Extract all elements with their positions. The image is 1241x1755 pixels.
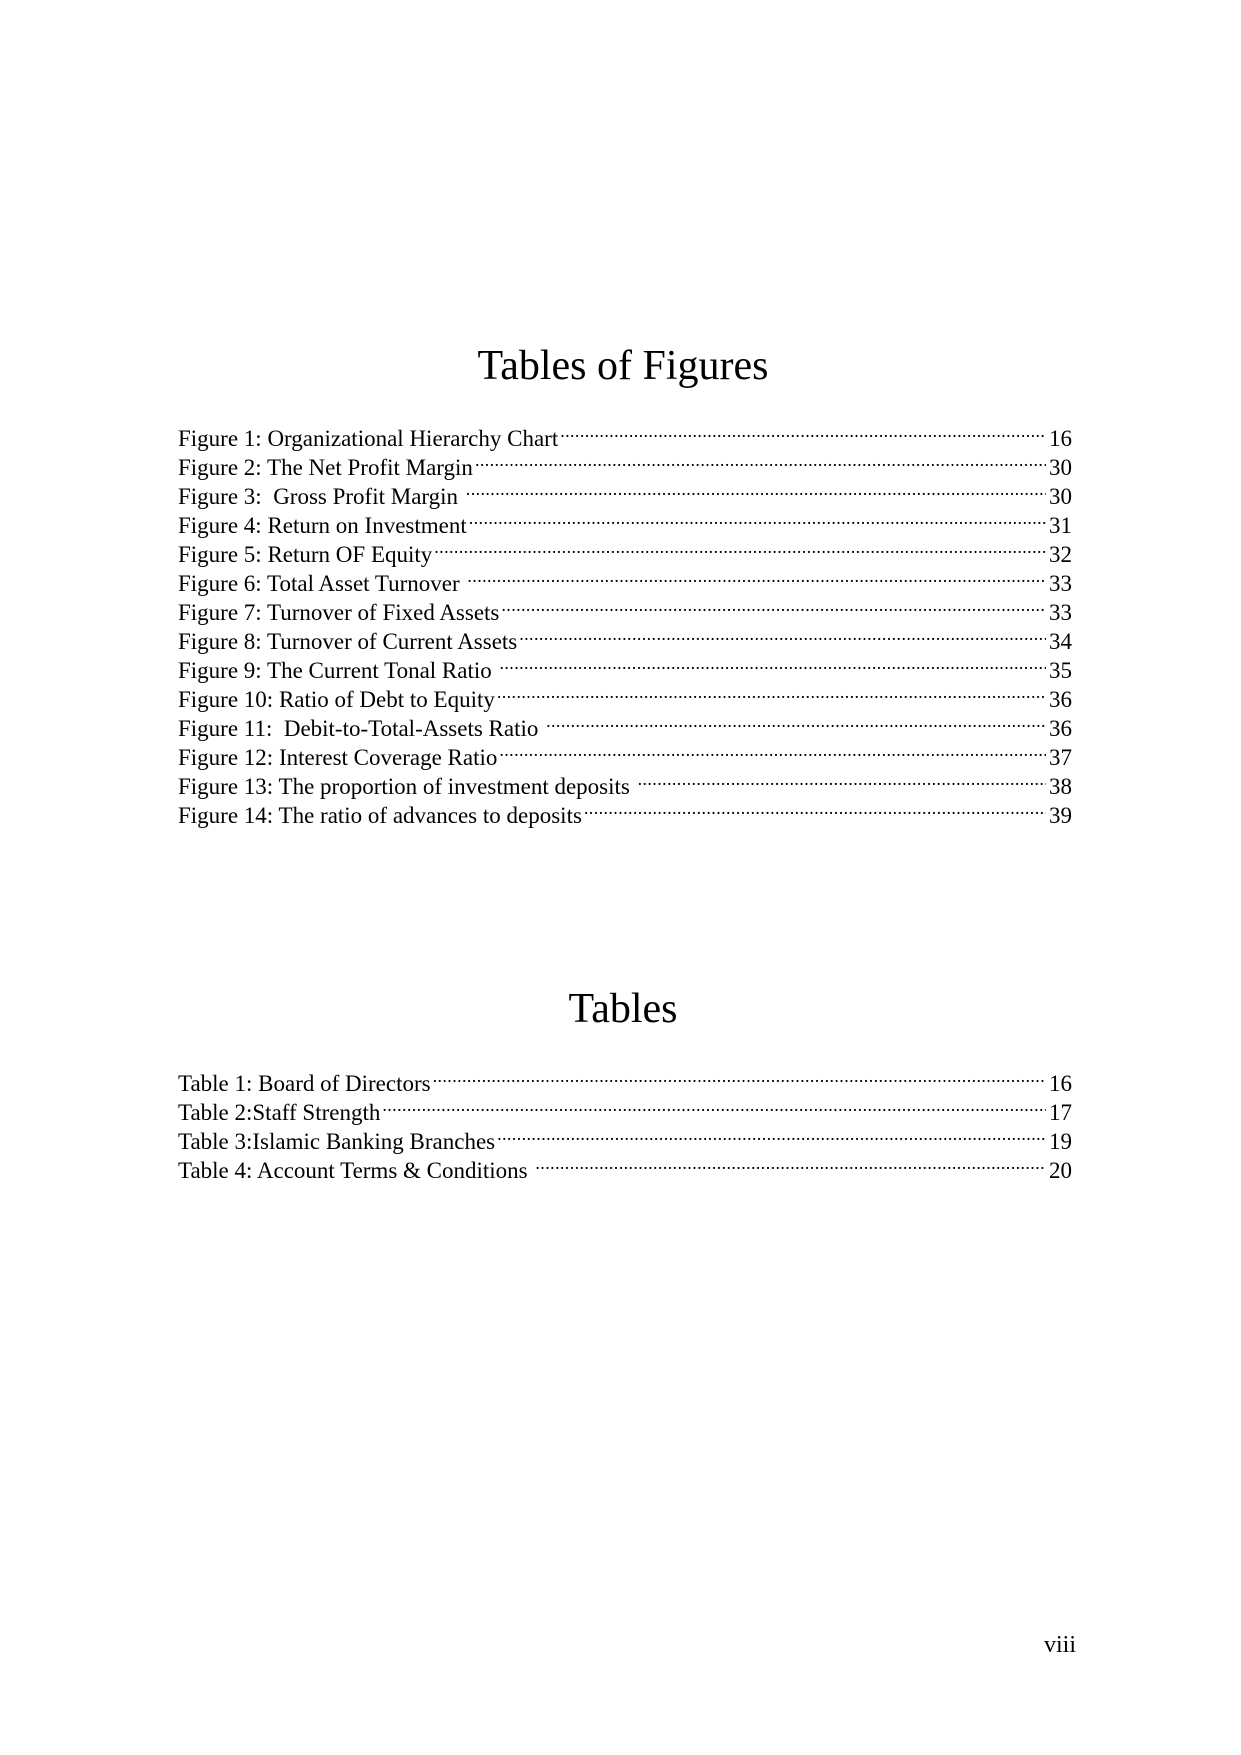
dot-leader	[584, 794, 1046, 823]
toc-entry-page-number: 37	[1049, 745, 1072, 770]
toc-entry-label: Table 3:Islamic Banking Branches	[178, 1129, 496, 1154]
dot-leader	[638, 765, 1046, 794]
toc-entry-label: Figure 14: The ratio of advances to deposits	[178, 803, 582, 828]
toc-entry-page-number: 31	[1049, 513, 1072, 538]
dot-leader	[499, 736, 1046, 765]
toc-entry-page-number: 16	[1049, 426, 1072, 451]
figures-section-title: Tables of Figures	[477, 343, 769, 389]
dot-leader	[560, 417, 1046, 446]
toc-entry-label: Figure 8: Turnover of Current Assets	[178, 629, 518, 654]
toc-entry-page-number: 36	[1049, 687, 1072, 712]
dot-leader	[434, 533, 1046, 562]
toc-entry-label: Table 2:Staff Strength	[178, 1100, 381, 1125]
toc-entry-label: Table 1: Board of Directors	[178, 1071, 431, 1096]
dot-leader	[497, 1120, 1046, 1149]
toc-entry-label: Figure 1: Organizational Hierarchy Chart	[178, 426, 559, 451]
page-number: viii	[1043, 1632, 1076, 1658]
toc-entry-page-number: 30	[1049, 455, 1072, 480]
toc-entry-label: Figure 10: Ratio of Debt to Equity	[178, 687, 495, 712]
toc-entry-label: Figure 4: Return on Investment	[178, 513, 467, 538]
dot-leader	[519, 620, 1046, 649]
dot-leader	[475, 446, 1046, 475]
toc-entry-page-number: 36	[1049, 716, 1072, 741]
dot-leader	[382, 1091, 1046, 1120]
toc-entry-label: Figure 11: Debit-to-Total-Assets Ratio	[178, 716, 545, 741]
dot-leader	[433, 1062, 1046, 1091]
toc-entry-label: Figure 9: The Current Tonal Ratio	[178, 658, 498, 683]
dot-leader	[469, 504, 1046, 533]
toc-entry-label: Figure 12: Interest Coverage Ratio	[178, 745, 498, 770]
toc-entry-page-number: 33	[1049, 600, 1072, 625]
dot-leader	[466, 475, 1046, 504]
toc-entry-label: Figure 5: Return OF Equity	[178, 542, 433, 567]
tables-section-title: Tables	[568, 986, 678, 1032]
toc-entry-page-number: 17	[1049, 1100, 1072, 1125]
toc-entry-page-number: 38	[1049, 774, 1072, 799]
toc-entry-page-number: 19	[1049, 1129, 1072, 1154]
toc-entry-page-number: 35	[1049, 658, 1072, 683]
toc-entry-label: Figure 6: Total Asset Turnover	[178, 571, 466, 596]
tables-toc-list	[178, 1062, 1072, 1183]
dot-leader	[467, 562, 1046, 591]
toc-entry-label: Table 4: Account Terms & Conditions	[178, 1158, 534, 1183]
toc-entry-page-number: 34	[1049, 629, 1072, 654]
figure-toc-entry[interactable]	[178, 417, 1072, 451]
toc-entry-label: Figure 3: Gross Profit Margin	[178, 484, 464, 509]
figures-toc-list	[178, 417, 1072, 828]
toc-entry-page-number: 39	[1049, 803, 1072, 828]
dot-leader	[501, 591, 1046, 620]
dot-leader	[497, 678, 1046, 707]
toc-entry-page-number: 33	[1049, 571, 1072, 596]
toc-entry-page-number: 30	[1049, 484, 1072, 509]
toc-entry-label: Figure 2: The Net Profit Margin	[178, 455, 473, 480]
toc-entry-page-number: 16	[1049, 1071, 1072, 1096]
dot-leader	[546, 707, 1046, 736]
toc-entry-label: Figure 7: Turnover of Fixed Assets	[178, 600, 500, 625]
toc-entry-label: Figure 13: The proportion of investment deposits	[178, 774, 636, 799]
toc-entry-page-number: 32	[1049, 542, 1072, 567]
table-toc-entry[interactable]	[178, 1062, 1072, 1096]
toc-entry-page-number: 20	[1049, 1158, 1072, 1183]
dot-leader	[535, 1149, 1046, 1178]
dot-leader	[500, 649, 1047, 678]
